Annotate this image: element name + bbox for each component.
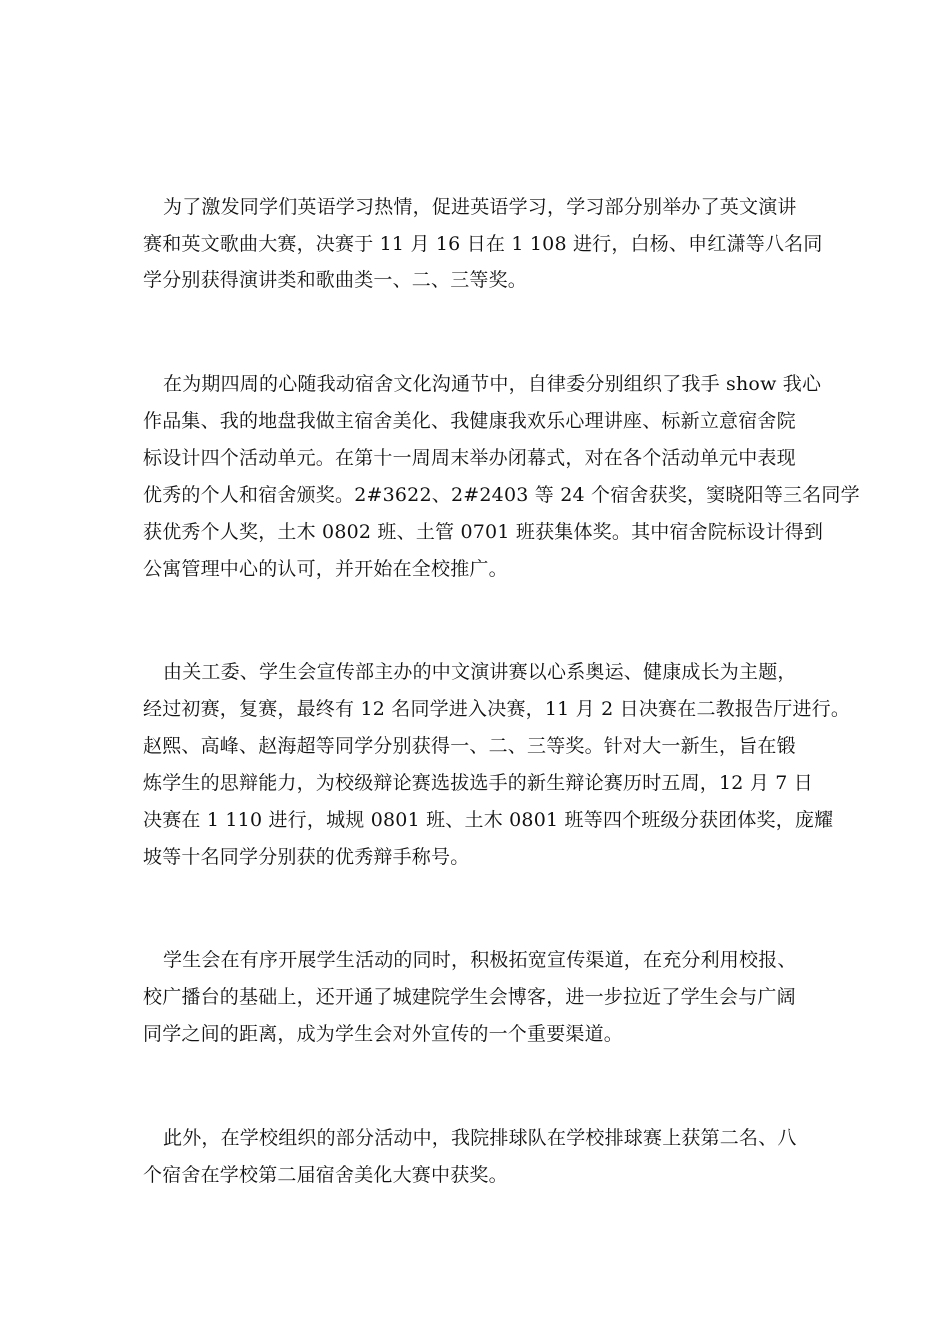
paragraph-3-line-6: 坡等十名同学分别获的优秀辩手称号。 (143, 846, 470, 868)
paragraph-5-line-2: 个宿舍在学校第二届宿舍美化大赛中获奖。 (143, 1164, 508, 1186)
paragraph-3-line-2: 经过初赛，复赛，最终有 12 名同学进入决赛，11 月 2 日决赛在二教报告厅进行。 (143, 698, 851, 720)
paragraph-1-line-1: 为了激发同学们英语学习热情，促进英语学习，学习部分别举办了英文演讲 (163, 196, 797, 218)
paragraph-3-line-5: 决赛在 1 110 进行，城规 0801 班、土木 0801 班等四个班级分获团体奖，庞耀 (143, 809, 834, 831)
paragraph-2-line-4: 优秀的个人和宿舍颁奖。2#3622、2#2403 等 24 个宿舍获奖，窦晓阳等三名同学 (143, 484, 860, 506)
paragraph-2-line-1: 在为期四周的心随我动宿舍文化沟通节中，自律委分别组织了我手 show 我心 (163, 373, 822, 395)
paragraph-1-line-2: 赛和英文歌曲大赛，决赛于 11 月 16 日在 1 108 进行，白杨、申红潇等八名同 (143, 233, 823, 255)
paragraph-5-line-1: 此外，在学校组织的部分活动中，我院排球队在学校排球赛上获第二名、八 (163, 1127, 797, 1149)
paragraph-2-line-2: 作品集、我的地盘我做主宿舍美化、我健康我欢乐心理讲座、标新立意宿舍院 (143, 410, 796, 432)
paragraph-2-line-6: 公寓管理中心的认可，并开始在全校推广。 (143, 558, 508, 580)
paragraph-4-line-2: 校广播台的基础上，还开通了城建院学生会博客，进一步拉近了学生会与广阔 (143, 986, 796, 1008)
paragraph-3-line-1: 由关工委、学生会宣传部主办的中文演讲赛以心系奥运、健康成长为主题， (163, 661, 797, 683)
paragraph-3-line-4: 炼学生的思辩能力，为校级辩论赛选拔选手的新生辩论赛历时五周，12 月 7 日 (143, 772, 813, 794)
paragraph-1-line-3: 学分别获得演讲类和歌曲类一、二、三等奖。 (143, 269, 528, 291)
paragraph-2-line-3: 标设计四个活动单元。在第十一周周末举办闭幕式，对在各个活动单元中表现 (143, 447, 796, 469)
paragraph-4-line-3: 同学之间的距离，成为学生会对外宣传的一个重要渠道。 (143, 1023, 624, 1045)
paragraph-3-line-3: 赵熙、高峰、赵海超等同学分别获得一、二、三等奖。针对大一新生，旨在锻 (143, 735, 796, 757)
paragraph-2-line-5: 获优秀个人奖，土木 0802 班、土管 0701 班获集体奖。其中宿舍院标设计得到 (143, 521, 824, 543)
paragraph-4-line-1: 学生会在有序开展学生活动的同时，积极拓宽宣传渠道，在充分利用校报、 (163, 949, 797, 971)
